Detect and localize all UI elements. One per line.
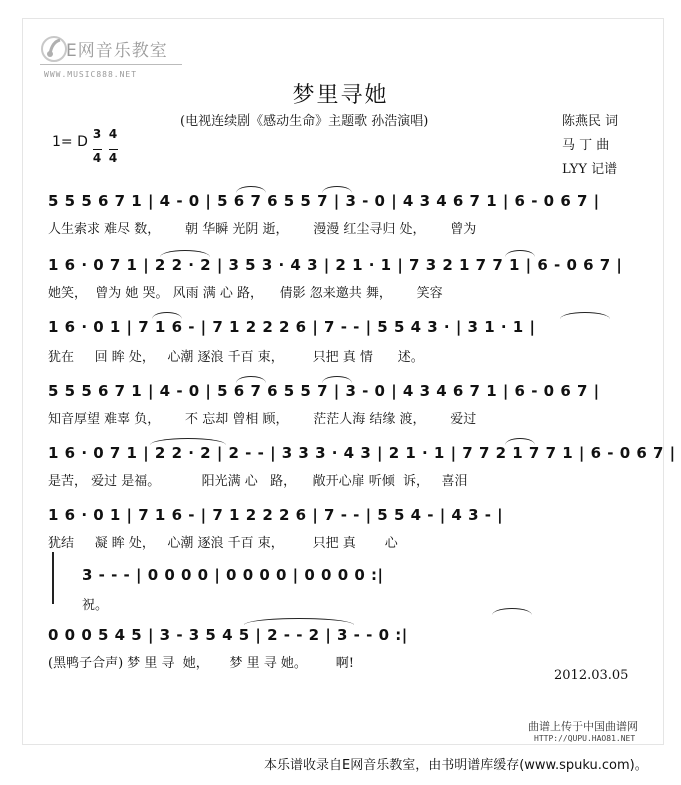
song-subtitle: (电视连续剧《感动生命》主题歌 孙浩演唱)	[180, 114, 429, 129]
slur	[505, 438, 535, 445]
footer-note: 本乐谱收录自E网音乐教室，由书明谱库缓存(www.spuku.com)。	[264, 758, 648, 773]
tie	[160, 250, 210, 257]
transcription-date: 2012.03.05	[554, 668, 629, 683]
tie	[560, 312, 610, 319]
time-signature-3-4: 3 4	[92, 127, 102, 165]
slur	[505, 250, 535, 257]
notation-line-1: 5 5 5 6 7 1 | 4 - 0 | 5 6 7 6 5 5 7 | 3 - 0 | 4 3 4 6 7 1 | 6 - 0 6 7 |	[48, 192, 600, 210]
song-title: 梦里寻她	[292, 83, 389, 108]
slur	[322, 376, 352, 383]
slur	[152, 312, 182, 319]
lyricist-credit: 陈燕民 词	[562, 114, 619, 129]
notation-line-3: 1 6 · 0 1 | 7 1 6 - | 7 1 2 2 2 6 | 7 - - | 5 5 4 3 · | 3 1 · 1 |	[48, 318, 536, 336]
key-signature: 1= D	[52, 134, 88, 150]
notation-line-7: 3 - - - | 0 0 0 0 | 0 0 0 0 | 0 0 0 0 :|	[82, 566, 384, 584]
lyric-line-4: 知音厚望 难辜 负， 不 忘却 曾相 顾， 茫茫人海 结缘 渡， 爱过	[48, 412, 477, 427]
composer-credit: 马 丁 曲	[562, 138, 610, 153]
tie	[492, 608, 532, 615]
lyric-line-5: 是苦， 爱过 是福。 阳光满 心 路， 敞开心扉 听倾 诉， 喜泪	[48, 474, 468, 489]
tie	[150, 438, 226, 445]
lyric-line-2: 她笑， 曾为 她 哭。 风雨 满 心 路， 倩影 忽来邀共 舞， 笑容	[48, 286, 443, 301]
slur	[322, 186, 352, 193]
time-signature-4-4: 4 4	[108, 127, 118, 165]
watermark-site: 曲谱上传于中国曲谱网	[528, 720, 638, 733]
lyric-line-8: (黑鸭子合声) 梦 里 寻 她， 梦 里 寻 她。 啊!	[48, 656, 355, 671]
tie	[244, 618, 354, 625]
notation-line-4: 5 5 5 6 7 1 | 4 - 0 | 5 6 7 6 5 5 7 | 3 - 0 | 4 3 4 6 7 1 | 6 - 0 6 7 |	[48, 382, 600, 400]
lyric-line-7: 祝。	[82, 598, 109, 613]
slur	[236, 186, 266, 193]
repeat-bracket	[52, 552, 58, 604]
slur	[236, 376, 266, 383]
lyric-line-3: 犹在 回 眸 处， 心潮 逐浪 千百 束， 只把 真 情 述。	[48, 350, 424, 365]
lyric-line-1: 人生索求 难尽 数， 朝 华瞬 光阴 逝， 漫漫 红尘寻归 处， 曾为	[48, 222, 477, 237]
watermark-url: WWW.MUSIC888.NET	[44, 70, 138, 79]
watermark-divider	[40, 64, 182, 65]
watermark-logo	[40, 34, 190, 82]
notation-line-6: 1 6 · 0 1 | 7 1 6 - | 7 1 2 2 2 6 | 7 - - | 5 5 4 - | 4 3 - |	[48, 506, 504, 524]
transcriber-credit: LYY 记谱	[562, 162, 618, 177]
lyric-line-6: 犹结 凝 眸 处， 心潮 逐浪 千百 束， 只把 真 心	[48, 536, 398, 551]
watermark-brand: E网音乐教室	[66, 41, 168, 61]
notation-line-8: 0 0 0 5 4 5 | 3 - 3 5 4 5 | 2 - - 2 | 3 - - 0 :|	[48, 626, 408, 644]
watermark-site-url: HTTP://QUPU.HAO81.NET	[534, 734, 636, 743]
notation-line-2: 1 6 · 0 7 1 | 2 2 · 2 | 3 5 3 · 4 3 | 2 1 · 1 | 7 3 2 1 7 7 1 | 6 - 0 6 7 |	[48, 256, 623, 274]
notation-line-5: 1 6 · 0 7 1 | 2 2 · 2 | 2 - - | 3 3 3 · 4 3 | 2 1 · 1 | 7 7 2 1 7 7 1 | 6 - 0 6 7 |	[48, 444, 676, 462]
